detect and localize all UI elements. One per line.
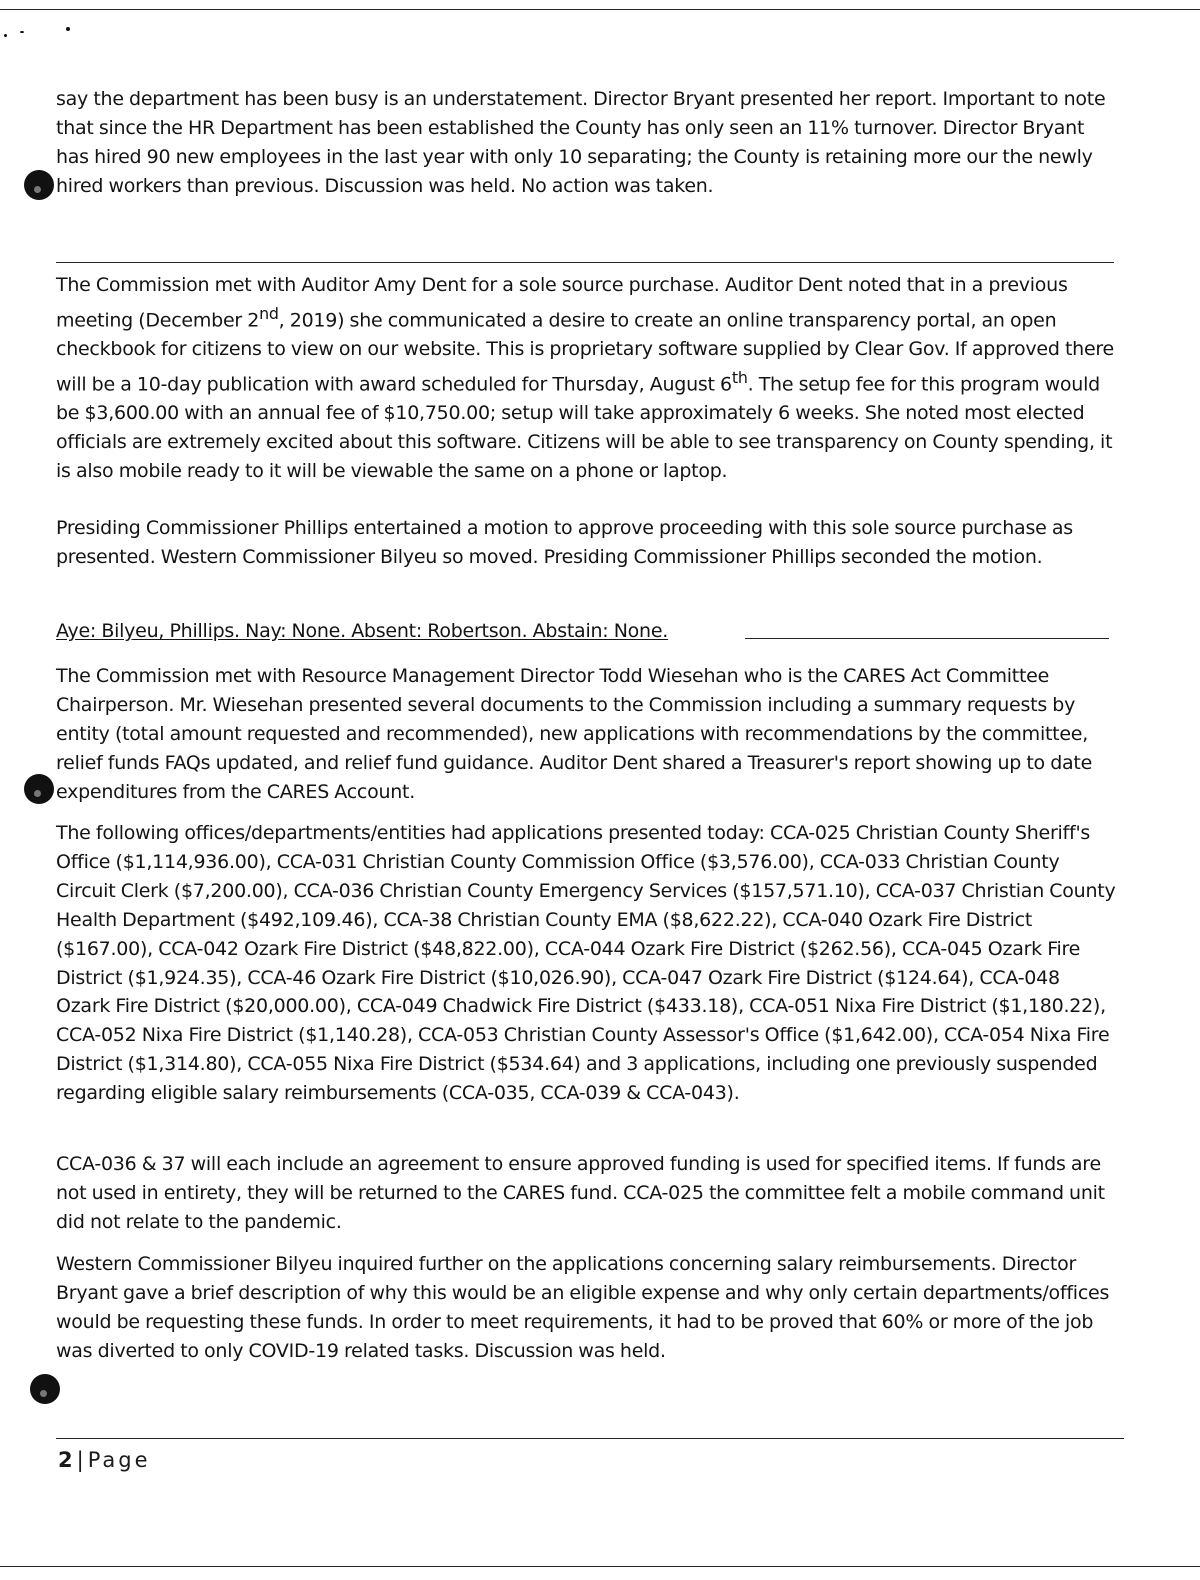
footer-separator: |: [76, 1448, 84, 1472]
scan-speck: [66, 27, 70, 31]
section-divider: [56, 262, 1114, 263]
vote-record: Aye: Bilyeu, Phillips. Nay: None. Absent: Robertson. Abstain: None.: [56, 620, 669, 642]
paragraph-motion: Presiding Commissioner Phillips entertained a motion to approve proceeding with this sole source purchase as presented. Western Commissioner Bilyeu so moved. Presiding Commissioner Phillips seconded the motion.: [56, 517, 1073, 568]
page-label: Page: [87, 1448, 151, 1472]
paragraph-sole-source-purchase: The Commission met with Auditor Amy Dent for a sole source purchase. Auditor Dent noted that in a previous meeting (December 2nd, 2019) she communicated a desire to create an online transparency portal, an open checkbook for citizens to view on our website. This is proprietary software supplied by Clear Gov. If approved there will be a 10-day publication with award scheduled for Thursday, August 6th. The setup fee for this program would be $3,600.00 with an annual fee of $10,750.00; setup will take approximately 6 weeks. She noted most elected officials are extremely excited about this software. Citizens will be able to see transparency on County spending, it is also mobile ready to it will be viewable the same on a phone or laptop.: [56, 274, 1114, 483]
punch-hole-top: [24, 170, 54, 200]
paragraph-cares-act: The Commission met with Resource Management Director Todd Wiesehan who is the CARES Act Committee Chairperson. Mr. Wiesehan presented several documents to the Commission including a summary requests by entity (total amount requested and recommended), new applications with recommendations by the committee, relief funds FAQs updated, and relief fund guidance. Auditor Dent shared a Treasurer's report showing up to date expenditures from the CARES Account.: [56, 665, 1093, 803]
page-footer: [58, 1448, 151, 1472]
scan-speck: [20, 31, 24, 33]
punch-hole-bottom: [30, 1374, 60, 1404]
top-border-line: [0, 9, 1200, 10]
scan-speck: [4, 34, 7, 37]
page-number: 2: [58, 1448, 73, 1472]
vote-underline: [745, 638, 1109, 639]
footer-divider: [56, 1438, 1124, 1439]
bottom-border-line: [0, 1566, 1200, 1567]
paragraph-agreements: CCA-036 & 37 will each include an agreement to ensure approved funding is used for specified items. If funds are not used in entirety, they will be returned to the CARES fund. CCA-025 the committee felt a mobile command unit did not relate to the pandemic.: [56, 1153, 1105, 1233]
paragraph-hr-report: say the department has been busy is an understatement. Director Bryant presented her report. Important to note that since the HR Department has been established the County has only seen an 11% turnover. Director Bryant has hired 90 new employees in the last year with only 10 separating; the County is retaining more our the newly hired workers than previous. Discussion was held. No action was taken.: [56, 88, 1106, 197]
punch-hole-middle: [24, 774, 54, 804]
paragraph-applications-list: The following offices/departments/entities had applications presented today: CCA-025 Christian County Sheriff's Office ($1,114,936.00), CCA-031 Christian County Commission Office ($3,576.00), CCA-033 Christian County Circuit Clerk ($7,200.00), CCA-036 Christian County Emergency Services ($157,571.10), CCA-037 Christian County Health Department ($492,109.46), CCA-38 Christian County EMA ($8,622.22), CCA-040 Ozark Fire District ($167.00), CCA-042 Ozark Fire District ($48,822.00), CCA-044 Ozark Fire District ($262.56), CCA-045 Ozark Fire District ($1,924.35), CCA-46 Ozark Fire District ($10,026.90), CCA-047 Ozark Fire District ($124.64), CCA-048 Ozark Fire District ($20,000.00), CCA-049 Chadwick Fire District ($433.18), CCA-051 Nixa Fire District ($1,180.22), CCA-052 Nixa Fire District ($1,140.28), CCA-053 Christian County Assessor's Office ($1,642.00), CCA-054 Nixa Fire District ($1,314.80), CCA-055 Nixa Fire District ($534.64) and 3 applications, including one previously suspended regarding eligible salary reimbursements (CCA-035, CCA-039 & CCA-043).: [56, 822, 1116, 1105]
paragraph-salary-reimbursements: Western Commissioner Bilyeu inquired further on the applications concerning salary reimbursements. Director Bryant gave a brief description of why this would be an eligible expense and why only certain departments/offices would be requesting these funds. In order to meet requirements, it had to be proved that 60% or more of the job was diverted to only COVID-19 related tasks. Discussion was held.: [56, 1253, 1110, 1362]
